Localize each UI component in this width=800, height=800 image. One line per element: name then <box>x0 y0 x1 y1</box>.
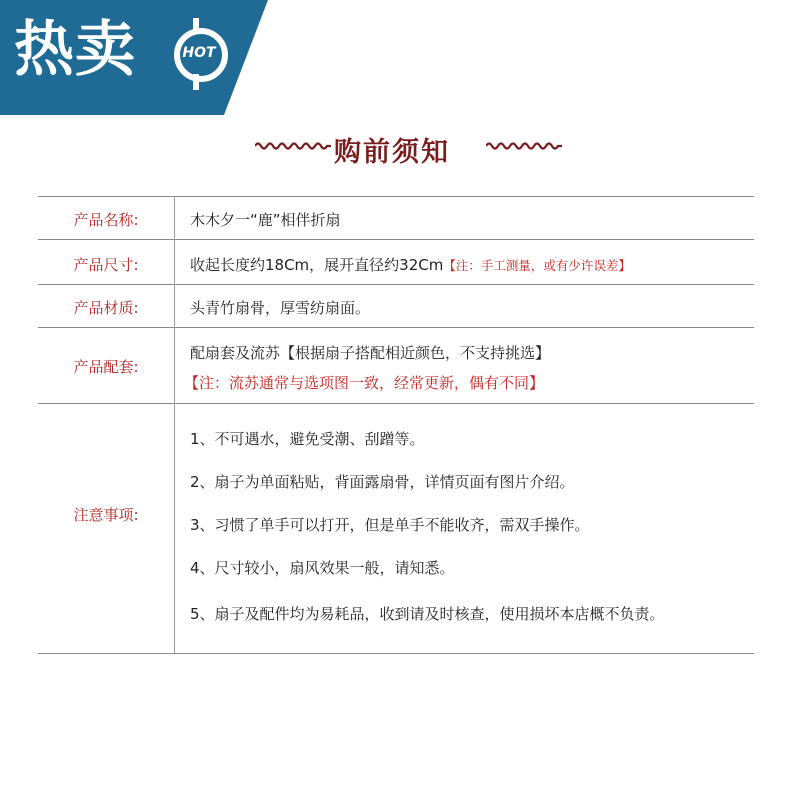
notice-item: 3、习惯了单手可以打开，但是单手不能收齐，需双手操作。 <box>190 516 590 534</box>
hot-label: HOT <box>182 45 216 61</box>
product-size-text: 收起长度约18Cm，展开直径约32Cm <box>190 256 444 274</box>
table-divider <box>38 196 754 197</box>
page-title: 购前须知 <box>334 137 450 168</box>
table-divider <box>38 284 754 285</box>
table-divider <box>38 403 754 404</box>
table-divider <box>38 327 754 328</box>
product-material-value: 头青竹扇骨，厚雪纺扇面。 <box>190 299 371 317</box>
table-divider <box>38 239 754 240</box>
right-wave-ornament-icon <box>486 138 562 154</box>
row-label-name: 产品名称: <box>73 211 139 229</box>
hot-icon <box>172 14 228 96</box>
product-accessories-value: 配扇套及流苏【根据扇子搭配相近颜色，不支持挑选】 <box>190 344 551 362</box>
row-label-material: 产品材质: <box>73 299 139 317</box>
row-label-accessories: 产品配套: <box>73 358 139 376</box>
product-size-note: 【注：手工测量，或有少许误差】 <box>443 258 631 273</box>
hot-sale-text: 热卖 <box>14 15 136 85</box>
row-label-size: 产品尺寸: <box>73 256 139 274</box>
row-label-notice: 注意事项: <box>73 506 139 524</box>
product-size-value <box>190 254 631 275</box>
table-column-divider <box>174 196 175 653</box>
notice-item: 5、扇子及配件均为易耗品，收到请及时核查，使用损坏本店概不负责。 <box>190 605 665 623</box>
notice-item: 4、尺寸较小，扇风效果一般，请知悉。 <box>190 559 455 577</box>
table-divider <box>38 653 754 654</box>
notice-item: 2、扇子为单面粘贴，背面露扇骨，详情页面有图片介绍。 <box>190 473 575 491</box>
product-accessories-note: 【注：流苏通常与选项图一致，经常更新，偶有不同】 <box>184 374 545 392</box>
page-header <box>0 128 800 168</box>
product-name-value: 木木夕一“鹿”相伴折扇 <box>190 211 341 229</box>
notice-item: 1、不可遇水，避免受潮、刮蹭等。 <box>190 430 425 448</box>
left-wave-ornament-icon <box>255 138 331 154</box>
